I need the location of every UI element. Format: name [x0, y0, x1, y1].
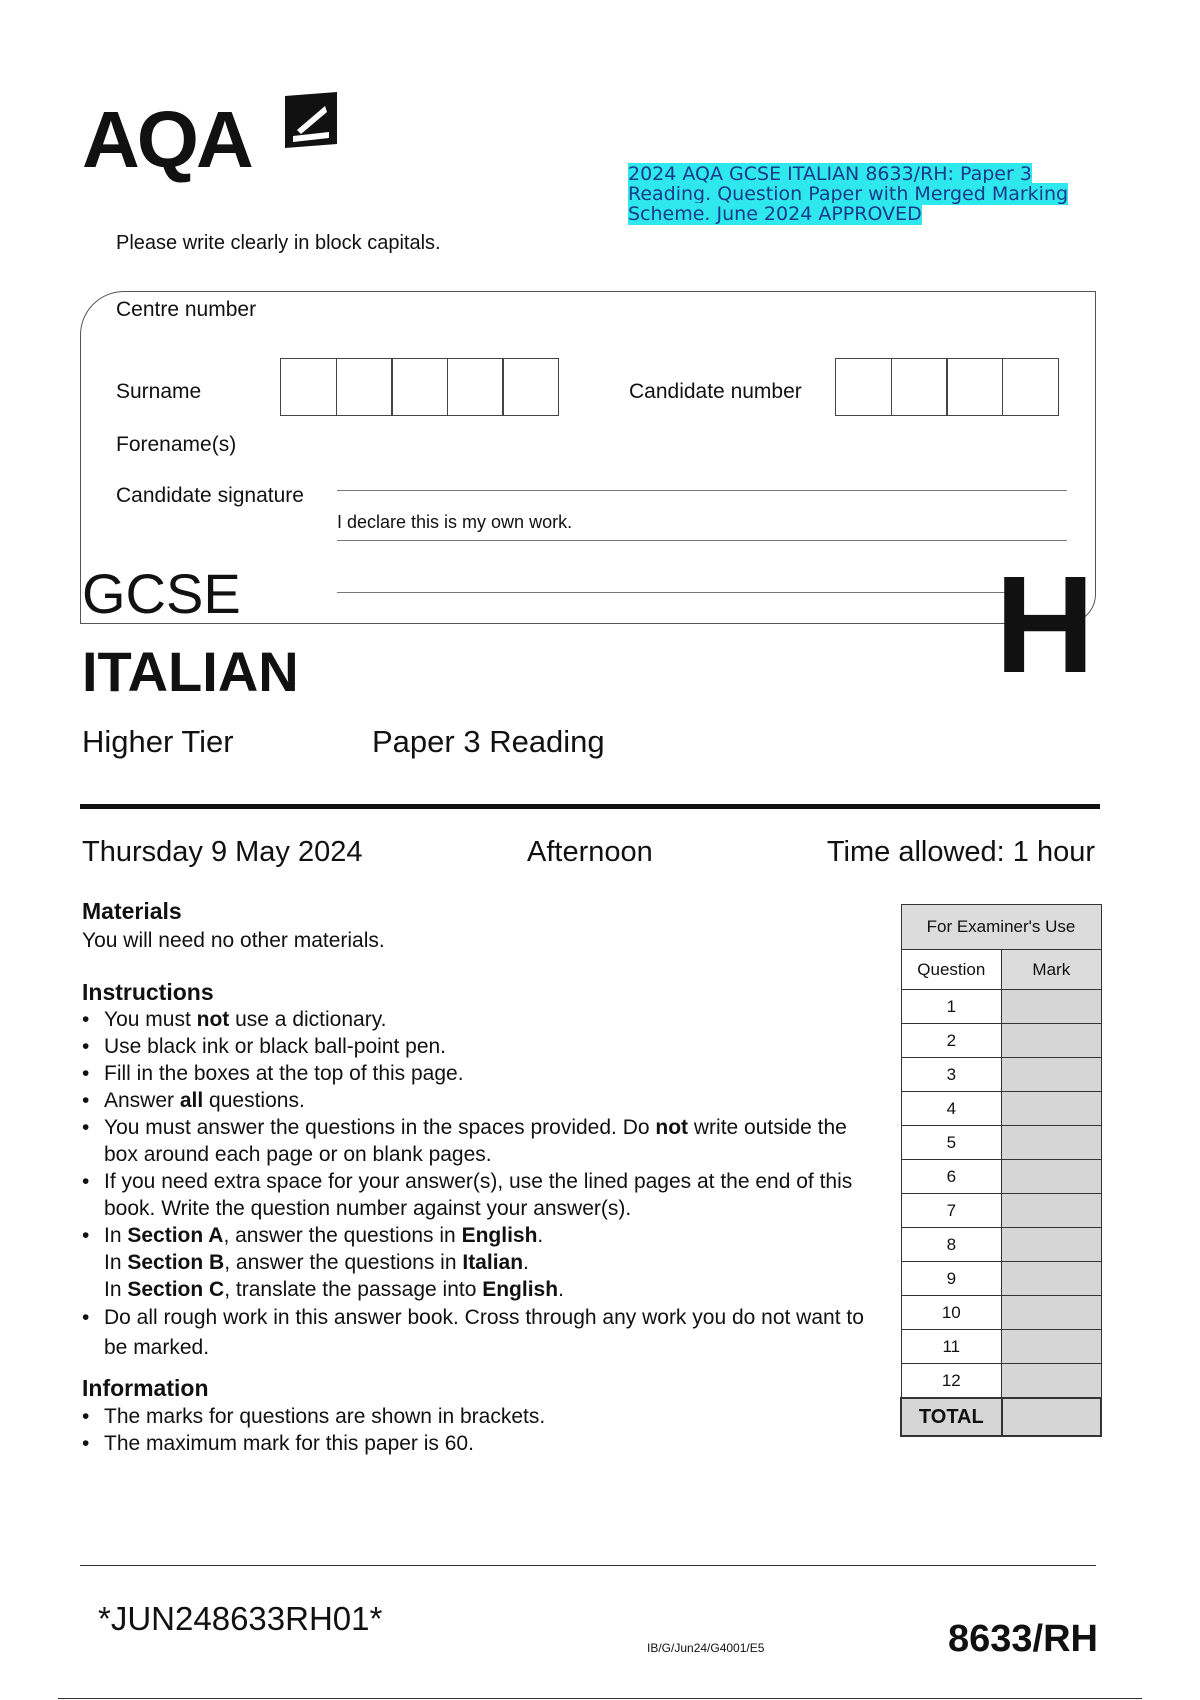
- question-number: 3: [901, 1058, 1002, 1092]
- list-item: • Answer all questions.: [82, 1087, 872, 1114]
- time-allowed: Time allowed: 1 hour: [826, 836, 1095, 868]
- materials-heading: Materials: [82, 898, 182, 924]
- mark-cell[interactable]: [1002, 1296, 1101, 1330]
- question-number: 5: [901, 1126, 1002, 1160]
- centre-number-digit[interactable]: [447, 358, 504, 416]
- aqa-logo-text: AQA: [82, 95, 251, 184]
- instructions-list: [82, 1006, 872, 1363]
- centre-number-digit[interactable]: [502, 358, 559, 416]
- information-list: [82, 1403, 872, 1457]
- list-item: • You must answer the questions in the spaces provided. Do not write outside the box around each page or on blank pages.: [82, 1114, 872, 1168]
- table-row: [901, 1126, 1101, 1160]
- forenames-label: Forename(s): [116, 433, 237, 456]
- declaration-text: I declare this is my own work.: [337, 512, 573, 532]
- paper-code: 8633/RH: [948, 1618, 1098, 1660]
- exam-date: Thursday 9 May 2024: [82, 836, 363, 868]
- table-row: [901, 1330, 1101, 1364]
- candidate-number-label: Candidate number: [629, 380, 802, 403]
- list-item: • The maximum mark for this paper is 60.: [82, 1430, 872, 1457]
- centre-number-digit[interactable]: [336, 358, 393, 416]
- mark-cell[interactable]: [1002, 1364, 1101, 1399]
- candidate-number-digit[interactable]: [946, 358, 1003, 416]
- signature-line[interactable]: [337, 592, 1017, 593]
- question-number: 7: [901, 1194, 1002, 1228]
- mark-cell[interactable]: [1002, 1160, 1101, 1194]
- exam-session: Afternoon: [527, 836, 653, 868]
- mark-cell[interactable]: [1002, 1194, 1101, 1228]
- mark-cell[interactable]: [1002, 990, 1101, 1024]
- qualification-title: GCSE: [82, 562, 241, 625]
- question-column-header: Question: [901, 950, 1002, 990]
- table-row: [901, 1092, 1101, 1126]
- mark-cell[interactable]: [1002, 1092, 1101, 1126]
- question-number: 9: [901, 1262, 1002, 1296]
- barcode-text: *JUN248633RH01*: [98, 1600, 383, 1637]
- instructions-heading: Instructions: [82, 979, 214, 1005]
- table-row: [901, 990, 1101, 1024]
- materials-text: You will need no other materials.: [82, 929, 385, 952]
- centre-number-label: Centre number: [116, 298, 257, 321]
- forenames-line[interactable]: [337, 540, 1067, 541]
- page-bottom-rule: [58, 1698, 1142, 1699]
- list-item: • Fill in the boxes at the top of this page.: [82, 1060, 872, 1087]
- table-row: [901, 1262, 1101, 1296]
- mark-cell[interactable]: [1002, 1126, 1101, 1160]
- footer-divider: [80, 1565, 1096, 1566]
- list-item: • You must not use a dictionary.: [82, 1006, 872, 1033]
- mark-cell[interactable]: [1002, 1228, 1101, 1262]
- table-row: [901, 1058, 1101, 1092]
- mark-column-header: Mark: [1002, 950, 1101, 990]
- candidate-number-digit[interactable]: [835, 358, 892, 416]
- approval-note: 2024 AQA GCSE ITALIAN 8633/RH: Paper 3 Reading. Question Paper with Merged Marking Scheme. June 2024 APPROVED: [628, 163, 1069, 225]
- reference-code: IB/G/Jun24/G4001/E5: [647, 1641, 765, 1655]
- mark-cell[interactable]: [1002, 1330, 1101, 1364]
- question-number: 6: [901, 1160, 1002, 1194]
- question-number: 10: [901, 1296, 1002, 1330]
- total-label: TOTAL: [901, 1398, 1002, 1436]
- table-row: [901, 1024, 1101, 1058]
- paper-label: Paper 3 Reading: [372, 724, 605, 759]
- question-number: 2: [901, 1024, 1002, 1058]
- list-item: • If you need extra space for your answer(s), use the lined pages at the end of this book. Write the question number against your answer(s).: [82, 1168, 872, 1222]
- tier-letter: H: [995, 548, 1095, 702]
- question-number: 1: [901, 990, 1002, 1024]
- examiners-use-table: [900, 904, 1102, 1437]
- table-row: [901, 1228, 1101, 1262]
- list-item: • Use black ink or black ball-point pen.: [82, 1033, 872, 1060]
- question-number: 4: [901, 1092, 1002, 1126]
- table-row: [901, 1160, 1101, 1194]
- mark-cell[interactable]: [1002, 1058, 1101, 1092]
- aqa-logo-mark-icon: [283, 92, 339, 150]
- information-heading: Information: [82, 1375, 209, 1401]
- signature-label: Candidate signature: [116, 484, 304, 507]
- candidate-number-digit[interactable]: [1002, 358, 1059, 416]
- list-item: • In Section A, answer the questions in English. In Section B, answer the questions in Italian. In Section C, translate the passage into English.: [82, 1222, 872, 1303]
- block-capitals-instruction: Please write clearly in block capitals.: [116, 232, 441, 254]
- table-row: [901, 1194, 1101, 1228]
- title-divider: [80, 804, 1100, 809]
- examiners-use-title: For Examiner's Use: [901, 905, 1101, 950]
- question-number: 8: [901, 1228, 1002, 1262]
- candidate-number-boxes[interactable]: [835, 358, 1057, 416]
- centre-number-digit[interactable]: [391, 358, 448, 416]
- table-row: [901, 1296, 1101, 1330]
- subject-title: ITALIAN: [82, 640, 299, 703]
- list-item: • The marks for questions are shown in brackets.: [82, 1403, 872, 1430]
- total-mark-cell[interactable]: [1002, 1398, 1101, 1436]
- centre-number-digit[interactable]: [280, 358, 337, 416]
- table-row: [901, 1364, 1101, 1399]
- question-number: 12: [901, 1364, 1002, 1399]
- mark-cell[interactable]: [1002, 1024, 1101, 1058]
- tier-label: Higher Tier: [82, 724, 234, 759]
- mark-cell[interactable]: [1002, 1262, 1101, 1296]
- question-number: 11: [901, 1330, 1002, 1364]
- candidate-number-digit[interactable]: [891, 358, 948, 416]
- centre-number-boxes[interactable]: [280, 358, 558, 416]
- surname-line[interactable]: [337, 490, 1067, 491]
- surname-label: Surname: [116, 380, 202, 403]
- list-item: • Do all rough work in this answer book. Cross through any work you do not want to be marked.: [82, 1303, 872, 1363]
- total-row: [901, 1398, 1101, 1436]
